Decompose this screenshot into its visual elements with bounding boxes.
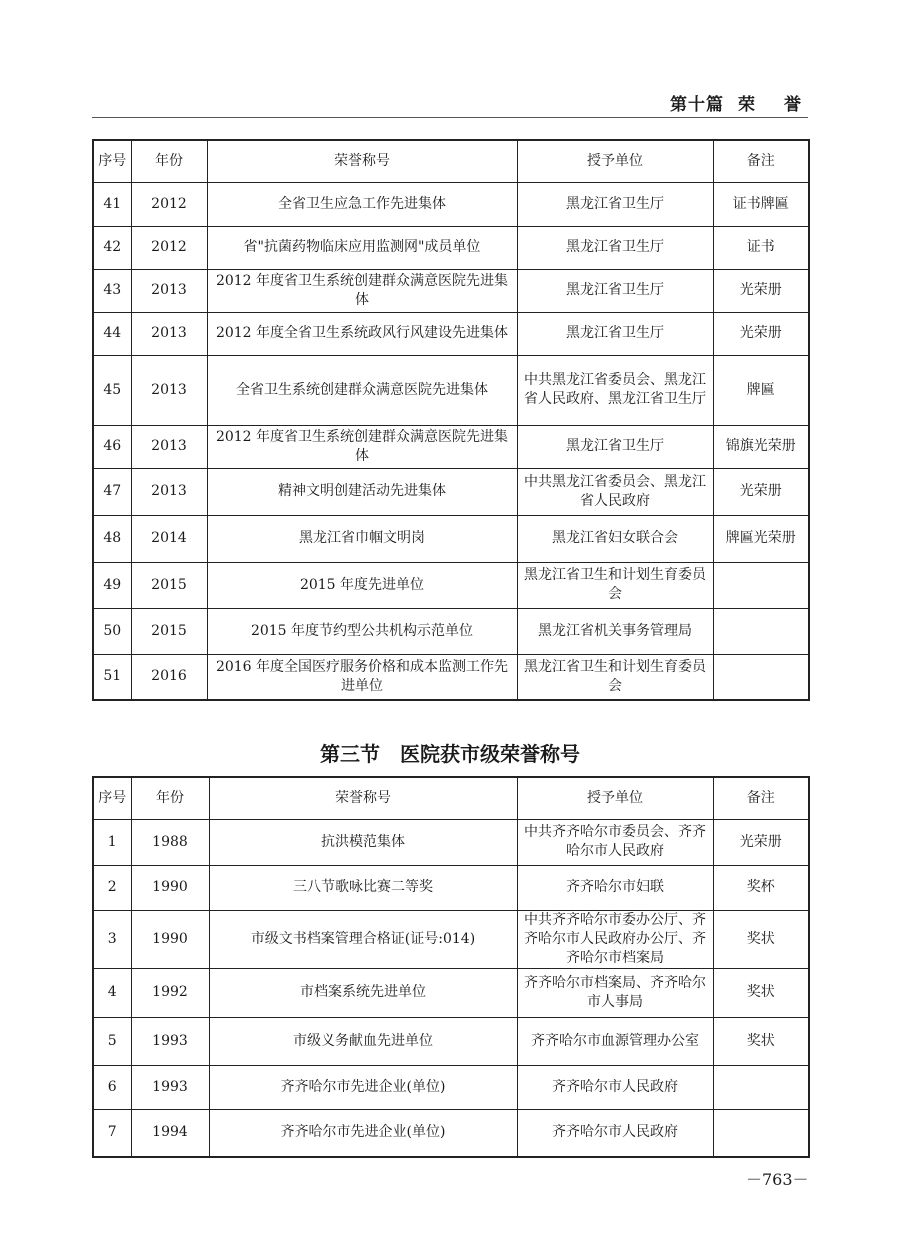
provincial-honors-body: [93, 182, 809, 700]
cell-no: 3: [93, 910, 131, 968]
table-row: [93, 654, 809, 700]
cell-year: 1990: [131, 910, 209, 968]
cell-year: 2014: [131, 515, 207, 562]
cell-grantor: 齐齐哈尔市妇联: [517, 865, 713, 910]
cell-year: 2013: [131, 312, 207, 355]
cell-note: [713, 1065, 809, 1109]
cell-no: 41: [93, 182, 131, 226]
cell-note: 光荣册: [713, 312, 809, 355]
cell-note: 奖杯: [713, 865, 809, 910]
cell-note: 奖状: [713, 968, 809, 1017]
cell-grantor: 黑龙江省卫生厅: [517, 182, 713, 226]
table-row: [93, 1109, 809, 1157]
cell-year: 2012: [131, 182, 207, 226]
cell-no: 5: [93, 1017, 131, 1065]
cell-honor-title: 齐齐哈尔市先进企业(单位): [209, 1065, 517, 1109]
cell-year: 2016: [131, 654, 207, 700]
cell-grantor: 齐齐哈尔市档案局、齐齐哈尔市人事局: [517, 968, 713, 1017]
cell-grantor: 黑龙江省机关事务管理局: [517, 608, 713, 654]
cell-grantor: 齐齐哈尔市人民政府: [517, 1065, 713, 1109]
running-head: [670, 90, 802, 115]
cell-no: 45: [93, 355, 131, 425]
cell-honor-title: 2012 年度省卫生系统创建群众满意医院先进集体: [207, 269, 517, 312]
page-number: －763－: [746, 1170, 809, 1189]
cell-year: 2013: [131, 425, 207, 468]
col-header-no: 序号: [93, 140, 131, 182]
cell-honor-title: 齐齐哈尔市先进企业(单位): [209, 1109, 517, 1157]
cell-no: 43: [93, 269, 131, 312]
cell-honor-title: 黑龙江省巾帼文明岗: [207, 515, 517, 562]
provincial-honors-table: [92, 139, 810, 701]
cell-grantor: 齐齐哈尔市血源管理办公室: [517, 1017, 713, 1065]
table-header-row: [93, 777, 809, 819]
cell-honor-title: 市级文书档案管理合格证(证号:014): [209, 910, 517, 968]
cell-no: 50: [93, 608, 131, 654]
col-header-note: 备注: [713, 140, 809, 182]
table-row: [93, 562, 809, 608]
cell-grantor: 黑龙江省卫生厅: [517, 425, 713, 468]
cell-note: 牌匾光荣册: [713, 515, 809, 562]
cell-year: 1990: [131, 865, 209, 910]
cell-honor-title: 全省卫生系统创建群众满意医院先进集体: [207, 355, 517, 425]
cell-year: 2013: [131, 355, 207, 425]
cell-year: 2012: [131, 226, 207, 269]
cell-honor-title: 精神文明创建活动先进集体: [207, 468, 517, 515]
cell-note: [713, 1109, 809, 1157]
cell-honor-title: 三八节歌咏比赛二等奖: [209, 865, 517, 910]
table-row: [93, 1065, 809, 1109]
cell-grantor: 中共齐齐哈尔市委办公厅、齐齐哈尔市人民政府办公厅、齐齐哈尔市档案局: [517, 910, 713, 968]
section-title: 第三节 医院获市级荣誉称号: [320, 742, 580, 766]
col-header-title: 荣誉称号: [207, 140, 517, 182]
cell-no: 42: [93, 226, 131, 269]
cell-honor-title: 2015 年度先进单位: [207, 562, 517, 608]
table-row: [93, 468, 809, 515]
cell-year: 1992: [131, 968, 209, 1017]
cell-grantor: 中共黑龙江省委员会、黑龙江省人民政府: [517, 468, 713, 515]
cell-year: 2013: [131, 468, 207, 515]
cell-grantor: 齐齐哈尔市人民政府: [517, 1109, 713, 1157]
cell-grantor: 黑龙江省卫生厅: [517, 312, 713, 355]
cell-note: 光荣册: [713, 819, 809, 865]
cell-year: 1993: [131, 1017, 209, 1065]
cell-year: 2015: [131, 562, 207, 608]
cell-grantor: 黑龙江省卫生厅: [517, 269, 713, 312]
table-row: [93, 269, 809, 312]
col-header-note: 备注: [713, 777, 809, 819]
table-row: [93, 515, 809, 562]
cell-note: [713, 562, 809, 608]
cell-grantor: 黑龙江省卫生和计划生育委员会: [517, 654, 713, 700]
cell-year: 1994: [131, 1109, 209, 1157]
cell-no: 51: [93, 654, 131, 700]
cell-note: [713, 608, 809, 654]
col-header-grantor: 授予单位: [517, 777, 713, 819]
col-header-year: 年份: [131, 777, 209, 819]
cell-grantor: 黑龙江省卫生和计划生育委员会: [517, 562, 713, 608]
header-rule: [92, 117, 808, 118]
chapter-char-1: 荣: [738, 95, 756, 115]
table-row: [93, 1017, 809, 1065]
cell-no: 4: [93, 968, 131, 1017]
cell-note: 证书: [713, 226, 809, 269]
cell-no: 44: [93, 312, 131, 355]
municipal-honors-table: [92, 776, 810, 1158]
cell-note: 奖状: [713, 1017, 809, 1065]
cell-no: 48: [93, 515, 131, 562]
cell-no: 6: [93, 1065, 131, 1109]
table-row: [93, 968, 809, 1017]
col-header-no: 序号: [93, 777, 131, 819]
cell-note: [713, 654, 809, 700]
table-row: [93, 910, 809, 968]
table-row: [93, 819, 809, 865]
cell-year: 2013: [131, 269, 207, 312]
cell-note: 证书牌匾: [713, 182, 809, 226]
cell-no: 2: [93, 865, 131, 910]
cell-year: 1993: [131, 1065, 209, 1109]
cell-honor-title: 全省卫生应急工作先进集体: [207, 182, 517, 226]
table-row: [93, 865, 809, 910]
cell-no: 46: [93, 425, 131, 468]
cell-grantor: 黑龙江省妇女联合会: [517, 515, 713, 562]
chapter-char-2: 誉: [784, 95, 802, 115]
table-row: [93, 312, 809, 355]
cell-honor-title: 市级义务献血先进单位: [209, 1017, 517, 1065]
cell-grantor: 黑龙江省卫生厅: [517, 226, 713, 269]
cell-honor-title: 2012 年度省卫生系统创建群众满意医院先进集体: [207, 425, 517, 468]
table-row: [93, 182, 809, 226]
cell-note: 牌匾: [713, 355, 809, 425]
cell-no: 49: [93, 562, 131, 608]
table-row: [93, 608, 809, 654]
table-row: [93, 226, 809, 269]
table-header-row: [93, 140, 809, 182]
cell-year: 2015: [131, 608, 207, 654]
part-label: 第十篇: [670, 95, 724, 115]
cell-honor-title: 2012 年度全省卫生系统政风行风建设先进集体: [207, 312, 517, 355]
cell-note: 奖状: [713, 910, 809, 968]
municipal-honors-body: [93, 819, 809, 1157]
cell-no: 1: [93, 819, 131, 865]
cell-grantor: 中共黑龙江省委员会、黑龙江省人民政府、黑龙江省卫生厅: [517, 355, 713, 425]
col-header-title: 荣誉称号: [209, 777, 517, 819]
cell-honor-title: 2015 年度节约型公共机构示范单位: [207, 608, 517, 654]
cell-honor-title: 2016 年度全国医疗服务价格和成本监测工作先进单位: [207, 654, 517, 700]
cell-year: 1988: [131, 819, 209, 865]
col-header-year: 年份: [131, 140, 207, 182]
cell-no: 47: [93, 468, 131, 515]
col-header-grantor: 授予单位: [517, 140, 713, 182]
cell-grantor: 中共齐齐哈尔市委员会、齐齐哈尔市人民政府: [517, 819, 713, 865]
cell-honor-title: 抗洪模范集体: [209, 819, 517, 865]
cell-no: 7: [93, 1109, 131, 1157]
cell-note: 光荣册: [713, 269, 809, 312]
cell-note: 光荣册: [713, 468, 809, 515]
table-row: [93, 355, 809, 425]
cell-note: 锦旗光荣册: [713, 425, 809, 468]
cell-honor-title: 市档案系统先进单位: [209, 968, 517, 1017]
table-row: [93, 425, 809, 468]
cell-honor-title: 省"抗菌药物临床应用监测网"成员单位: [207, 226, 517, 269]
